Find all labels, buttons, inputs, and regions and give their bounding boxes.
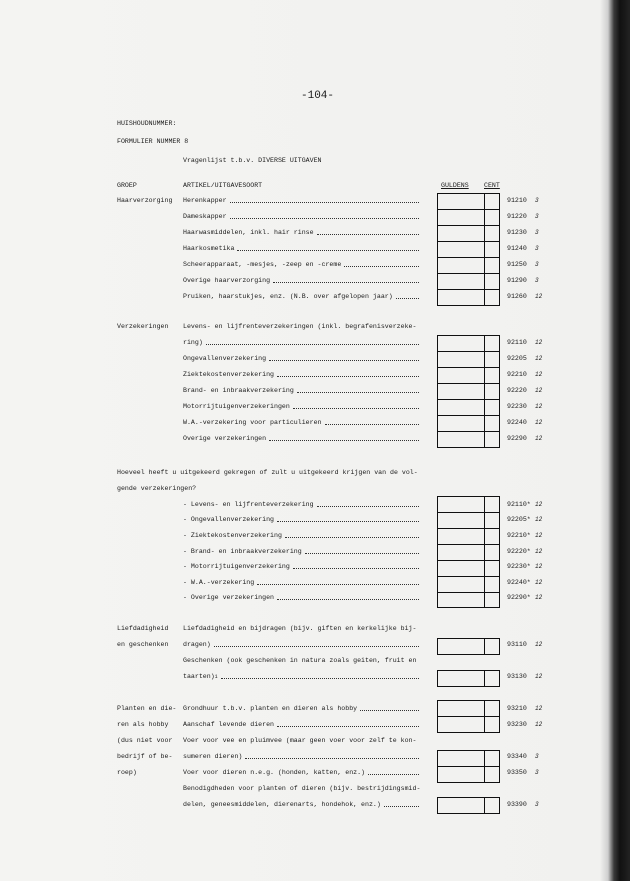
item-code-suffix: 12 bbox=[535, 355, 543, 362]
dot-leader bbox=[317, 229, 419, 235]
item-line bbox=[183, 641, 419, 649]
row-divider bbox=[438, 560, 499, 561]
item-label: dragen) bbox=[183, 641, 211, 648]
item-line bbox=[183, 403, 419, 411]
item-code-suffix: 12 bbox=[535, 516, 543, 523]
item-code: 93350 bbox=[507, 769, 527, 776]
group-label: roep) bbox=[117, 769, 137, 776]
item-code-suffix: 3 bbox=[535, 769, 539, 776]
row-divider bbox=[438, 431, 499, 432]
item-code: 92220 bbox=[507, 387, 527, 394]
item-label: Overige haarverzorging bbox=[183, 277, 271, 284]
dot-leader bbox=[293, 563, 419, 569]
item-code-suffix: 3 bbox=[535, 229, 539, 236]
item-label: Ongevallenverzekering bbox=[183, 355, 267, 362]
item-code-suffix: 12 bbox=[535, 293, 543, 300]
item-label: Levens- en lijfrenteverzekeringen (inkl. begrafenisverzeke- bbox=[183, 323, 417, 330]
item-label: Voer voor vee en pluimvee (maar geen voer voor zelf te kon- bbox=[183, 737, 417, 744]
item-code-suffix: 12 bbox=[535, 387, 543, 394]
amount-entry-box[interactable] bbox=[437, 496, 500, 608]
dot-leader bbox=[269, 435, 419, 441]
item-label: Voer voor dieren n.e.g. (honden, katten, enz.) bbox=[183, 769, 366, 776]
item-code-suffix: 3 bbox=[535, 213, 539, 220]
amount-entry-box[interactable] bbox=[437, 193, 500, 306]
dot-leader bbox=[297, 387, 419, 393]
item-code: 91230 bbox=[507, 229, 527, 236]
group-label: ren als hobby bbox=[117, 721, 169, 728]
row-divider bbox=[438, 544, 499, 545]
column-header-cent: CENT bbox=[484, 182, 500, 189]
item-code: 92290 bbox=[507, 435, 527, 442]
item-line bbox=[183, 197, 419, 205]
item-code-suffix: 3 bbox=[535, 801, 539, 808]
item-code-suffix: 12 bbox=[535, 403, 543, 410]
item-label: delen, geneesmiddelen, dierenarts, hondehok, enz.) bbox=[183, 801, 381, 808]
item-label: - Ziektekostenverzekering bbox=[183, 532, 282, 539]
dot-leader bbox=[293, 403, 419, 409]
amount-entry-box[interactable] bbox=[437, 638, 500, 655]
item-label: Grondhuur t.b.v. planten en dieren als hobby bbox=[183, 705, 358, 712]
item-line bbox=[183, 579, 419, 587]
item-code: 92290* bbox=[507, 594, 531, 601]
item-line bbox=[183, 737, 419, 745]
item-line bbox=[183, 213, 419, 221]
question-text: gende verzekeringen? bbox=[117, 485, 197, 492]
item-label: - W.A.-verzekering bbox=[183, 579, 255, 586]
dot-leader bbox=[277, 721, 419, 727]
item-label: - Ongevallenverzekering bbox=[183, 516, 275, 523]
item-line bbox=[183, 548, 419, 556]
item-label: - Motorrijtuigenverzekering bbox=[183, 563, 290, 570]
row-divider bbox=[438, 766, 499, 767]
row-divider bbox=[438, 257, 499, 258]
group-label: bedrijf of be- bbox=[117, 753, 173, 760]
item-code: 91210 bbox=[507, 197, 527, 204]
item-label: ring) bbox=[183, 339, 203, 346]
item-code: 92240* bbox=[507, 579, 531, 586]
footnote-marker: 1 bbox=[214, 674, 218, 680]
item-label: Aanschaf levende dieren bbox=[183, 721, 275, 728]
item-line bbox=[183, 769, 419, 777]
dot-leader bbox=[214, 641, 419, 647]
column-header-article: ARTIKEL/UITGAVESOORT bbox=[183, 182, 263, 189]
item-line bbox=[183, 261, 419, 269]
item-line bbox=[183, 355, 419, 363]
dot-leader bbox=[245, 753, 419, 759]
item-code-suffix: 12 bbox=[535, 579, 543, 586]
item-label: Pruiken, haarstukjes, enz. (N.B. over afgelopen jaar) bbox=[183, 293, 393, 300]
amount-entry-box[interactable] bbox=[437, 335, 500, 448]
item-code-suffix: 12 bbox=[535, 641, 543, 648]
item-label: Motorrijtuigenverzekeringen bbox=[183, 403, 290, 410]
item-code-suffix: 12 bbox=[535, 501, 543, 508]
item-line bbox=[183, 625, 419, 633]
row-divider bbox=[438, 367, 499, 368]
item-label: Dameskapper bbox=[183, 213, 227, 220]
item-line bbox=[183, 785, 419, 793]
dot-leader bbox=[269, 355, 419, 361]
item-label: Scheerapparaat, -mesjes, -zeep en -creme bbox=[183, 261, 342, 268]
group-label: Haarverzorging bbox=[117, 197, 173, 204]
item-label: Geschenken (ook geschenken in natura zoals geiten, fruit en bbox=[183, 657, 417, 664]
column-header-guilders: GULDENS bbox=[441, 182, 469, 189]
item-code-suffix: 12 bbox=[535, 371, 543, 378]
item-code-suffix: 3 bbox=[535, 277, 539, 284]
row-divider bbox=[438, 415, 499, 416]
item-code: 91260 bbox=[507, 293, 527, 300]
item-code: 91240 bbox=[507, 245, 527, 252]
item-label: Herenkapper bbox=[183, 197, 227, 204]
item-line bbox=[183, 323, 419, 331]
group-label: en geschenken bbox=[117, 641, 169, 648]
question-text: Hoeveel heeft u uitgekeerd gekregen of zult u uitgekeerd krijgen van de vol- bbox=[117, 469, 418, 476]
item-label: - Brand- en inbraakverzekering bbox=[183, 548, 302, 555]
guilders-cent-divider bbox=[484, 798, 485, 813]
row-divider bbox=[438, 512, 499, 513]
item-line bbox=[183, 594, 419, 602]
item-code-suffix: 12 bbox=[535, 419, 543, 426]
item-label: Brand- en inbraakverzekering bbox=[183, 387, 294, 394]
item-code-suffix: 12 bbox=[535, 435, 543, 442]
dot-leader bbox=[325, 419, 420, 425]
row-divider bbox=[438, 289, 499, 290]
group-label: Verzekeringen bbox=[117, 323, 169, 330]
item-code: 93230 bbox=[507, 721, 527, 728]
item-code-suffix: 3 bbox=[535, 261, 539, 268]
item-code-suffix: 3 bbox=[535, 753, 539, 760]
dot-leader bbox=[206, 339, 419, 345]
dot-leader bbox=[230, 197, 419, 203]
item-label: Liefdadigheid en bijdragen (bijv. giften en kerkelijke bij- bbox=[183, 625, 417, 632]
item-code-suffix: 12 bbox=[535, 563, 543, 570]
item-code-suffix: 12 bbox=[535, 532, 543, 539]
item-code: 92230 bbox=[507, 403, 527, 410]
item-code: 92210* bbox=[507, 532, 531, 539]
dot-leader bbox=[273, 277, 419, 283]
dot-leader bbox=[257, 579, 419, 585]
row-divider bbox=[438, 383, 499, 384]
dot-leader bbox=[305, 548, 419, 554]
item-code-suffix: 12 bbox=[535, 673, 543, 680]
dot-leader bbox=[344, 261, 419, 267]
form-number-label: FORMULIER NUMMER 8 bbox=[117, 138, 189, 145]
row-divider bbox=[438, 592, 499, 593]
dot-leader bbox=[221, 673, 419, 679]
item-line bbox=[183, 516, 419, 524]
row-divider bbox=[438, 225, 499, 226]
dot-leader bbox=[277, 371, 419, 377]
item-label: W.A.-verzekering voor particulieren bbox=[183, 419, 322, 426]
item-line bbox=[183, 277, 419, 285]
dot-leader bbox=[368, 769, 419, 775]
row-divider bbox=[438, 241, 499, 242]
item-label: Haarwasmiddelen, inkl. hair rinse bbox=[183, 229, 314, 236]
group-label: Liefdadigheid bbox=[117, 625, 169, 632]
page-number: -104- bbox=[301, 90, 335, 102]
dot-leader bbox=[360, 705, 419, 711]
item-label: Ziektekostenverzekering bbox=[183, 371, 275, 378]
guilders-cent-divider bbox=[484, 497, 485, 607]
item-label: - Overige verzekeringen bbox=[183, 594, 275, 601]
group-label: Planten en die- bbox=[117, 705, 177, 712]
item-label: sumeren dieren) bbox=[183, 753, 243, 760]
item-label: taarten) bbox=[183, 673, 215, 680]
item-code: 92230* bbox=[507, 563, 531, 570]
dot-leader bbox=[317, 501, 419, 507]
questionnaire-title: Vragenlijst t.b.v. DIVERSE UITGAVEN bbox=[183, 157, 322, 164]
row-divider bbox=[438, 351, 499, 352]
item-code: 93210 bbox=[507, 705, 527, 712]
item-code: 92110* bbox=[507, 501, 531, 508]
item-line bbox=[183, 293, 419, 301]
item-code: 92240 bbox=[507, 419, 527, 426]
item-code: 91220 bbox=[507, 213, 527, 220]
household-number-label: HUISHOUDNUMMER: bbox=[117, 120, 177, 127]
item-code: 92210 bbox=[507, 371, 527, 378]
item-label: Overige verzekeringen bbox=[183, 435, 267, 442]
dot-leader bbox=[396, 293, 419, 299]
item-code-suffix: 12 bbox=[535, 721, 543, 728]
item-label: - Levens- en lijfrenteverzekering bbox=[183, 501, 314, 508]
dot-leader bbox=[237, 245, 419, 251]
amount-entry-box[interactable] bbox=[437, 750, 500, 783]
amount-entry-box[interactable] bbox=[437, 700, 500, 733]
dot-leader bbox=[230, 213, 419, 219]
item-code: 92110 bbox=[507, 339, 527, 346]
item-line bbox=[183, 753, 419, 761]
item-code: 93130 bbox=[507, 673, 527, 680]
item-label: Benodigdheden voor planten of dieren (bijv. bestrijdingsmid- bbox=[183, 785, 421, 792]
row-divider bbox=[438, 273, 499, 274]
amount-entry-box[interactable] bbox=[437, 797, 500, 814]
item-line bbox=[183, 371, 419, 379]
item-line bbox=[183, 435, 419, 443]
item-line bbox=[183, 419, 419, 427]
row-divider bbox=[438, 399, 499, 400]
item-code-suffix: 12 bbox=[535, 339, 543, 346]
item-line bbox=[183, 705, 419, 713]
item-line bbox=[183, 339, 419, 347]
item-label: Haarkosmetika bbox=[183, 245, 235, 252]
item-code: 93340 bbox=[507, 753, 527, 760]
item-line bbox=[183, 245, 419, 253]
item-code: 92220* bbox=[507, 548, 531, 555]
row-divider bbox=[438, 576, 499, 577]
item-line bbox=[183, 563, 419, 571]
item-line bbox=[183, 721, 419, 729]
item-line bbox=[183, 229, 419, 237]
item-code: 92205* bbox=[507, 516, 531, 523]
guilders-cent-divider bbox=[484, 671, 485, 686]
item-code: 93390 bbox=[507, 801, 527, 808]
dot-leader bbox=[277, 516, 419, 522]
column-header-group: GROEP bbox=[117, 182, 137, 189]
item-code: 93110 bbox=[507, 641, 527, 648]
group-label: (dus niet voor bbox=[117, 737, 173, 744]
item-line bbox=[183, 387, 419, 395]
item-code-suffix: 3 bbox=[535, 245, 539, 252]
amount-entry-box[interactable] bbox=[437, 670, 500, 687]
dot-leader bbox=[384, 801, 419, 807]
dot-leader bbox=[285, 532, 419, 538]
item-code: 91250 bbox=[507, 261, 527, 268]
item-code: 91290 bbox=[507, 277, 527, 284]
row-divider bbox=[438, 209, 499, 210]
item-line bbox=[183, 532, 419, 540]
item-line bbox=[183, 673, 419, 681]
item-code-suffix: 12 bbox=[535, 548, 543, 555]
row-divider bbox=[438, 528, 499, 529]
row-divider bbox=[438, 716, 499, 717]
item-line bbox=[183, 657, 419, 665]
item-code-suffix: 12 bbox=[535, 594, 543, 601]
item-code-suffix: 12 bbox=[535, 705, 543, 712]
item-code-suffix: 3 bbox=[535, 197, 539, 204]
item-code: 92205 bbox=[507, 355, 527, 362]
dot-leader bbox=[277, 594, 419, 600]
item-line bbox=[183, 801, 419, 809]
item-line bbox=[183, 501, 419, 509]
guilders-cent-divider bbox=[484, 639, 485, 654]
